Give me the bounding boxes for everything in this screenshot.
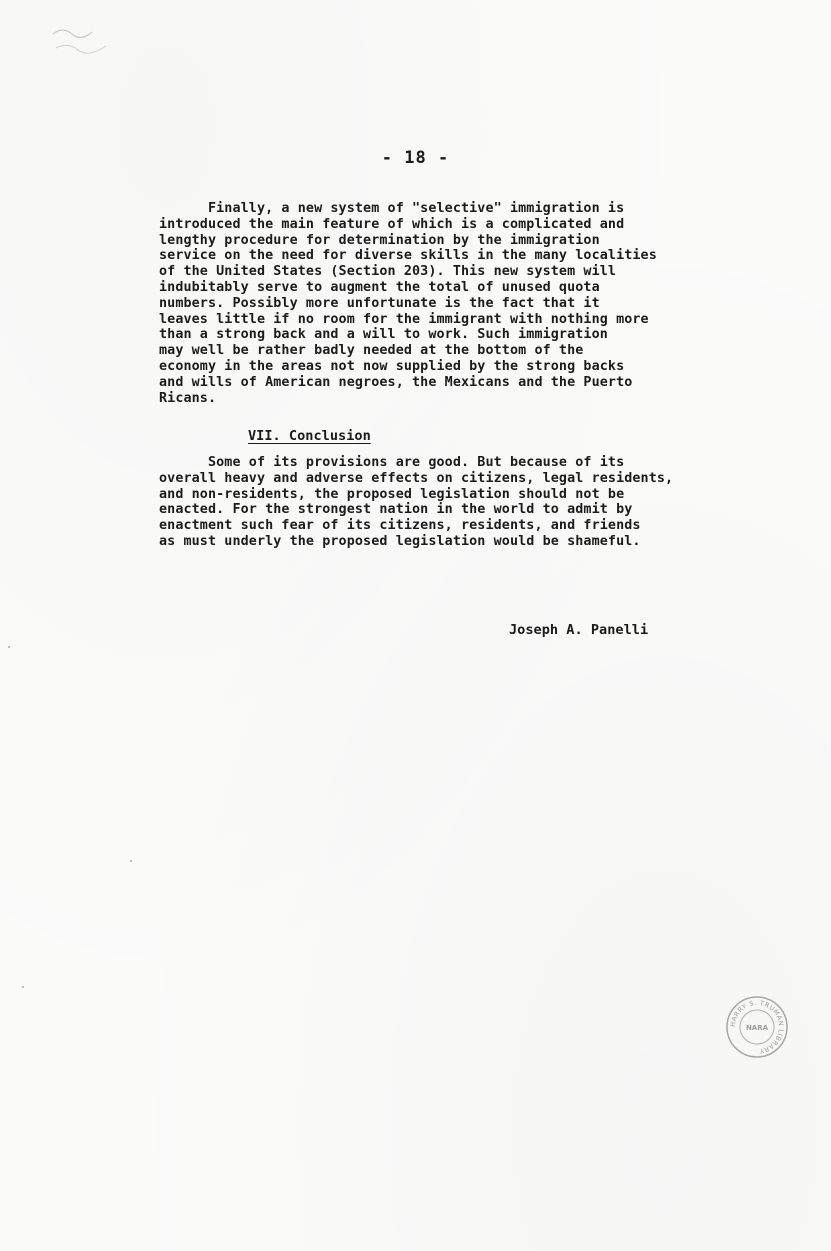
text-line: than a strong back and a will to work. Such immigration (159, 327, 608, 343)
text-line: numbers. Possibly more unfortunate is the fact that it (159, 295, 600, 311)
text-line: may well be rather badly needed at the bottom of the (159, 343, 584, 359)
text-line: of the United States (Section 203). This new system will (159, 264, 617, 280)
text-line: economy in the areas not now supplied by the strong backs (159, 358, 625, 374)
section-heading-conclusion: VII. Conclusion (248, 428, 371, 444)
body-paragraph-conclusion (159, 455, 799, 550)
stamp-ring-text: HARRY S. TRUMAN LIBRARY (728, 998, 786, 1055)
text-line: lengthy procedure for determination by the immigration (159, 232, 600, 248)
page-number: - 18 - (381, 148, 450, 168)
body-paragraph-selective-immigration (159, 201, 799, 406)
author-signature: Joseph A. Panelli (509, 622, 649, 638)
text-line: indubitably serve to augment the total of unused quota (159, 279, 600, 295)
archive-stamp-icon (725, 995, 789, 1059)
text-line: service on the need for diverse skills in the many localities (159, 248, 657, 264)
text-line: Ricans. (159, 390, 217, 406)
pencil-notation (48, 20, 118, 60)
text-line: as must underly the proposed legislation would be shameful. (159, 533, 641, 549)
text-line: introduced the main feature of which is a complicated and (159, 216, 625, 232)
text-line: Finally, a new system of "selective" immigration is (159, 201, 625, 216)
stamp-center-text: NARA (745, 1024, 769, 1032)
paper-speck (130, 860, 132, 862)
text-line: and non-residents, the proposed legislation should not be (159, 486, 625, 502)
paper-speck (8, 646, 10, 648)
paper-speck (22, 986, 24, 988)
text-line: leaves little if no room for the immigrant with nothing more (159, 311, 649, 327)
text-line: Some of its provisions are good. But because of its (159, 455, 625, 470)
text-line: enactment such fear of its citizens, residents, and friends (159, 518, 641, 534)
text-line: enacted. For the strongest nation in the world to admit by (159, 502, 633, 518)
text-line: and wills of American negroes, the Mexicans and the Puerto (159, 374, 633, 390)
text-line: overall heavy and adverse effects on citizens, legal residents, (159, 470, 674, 486)
